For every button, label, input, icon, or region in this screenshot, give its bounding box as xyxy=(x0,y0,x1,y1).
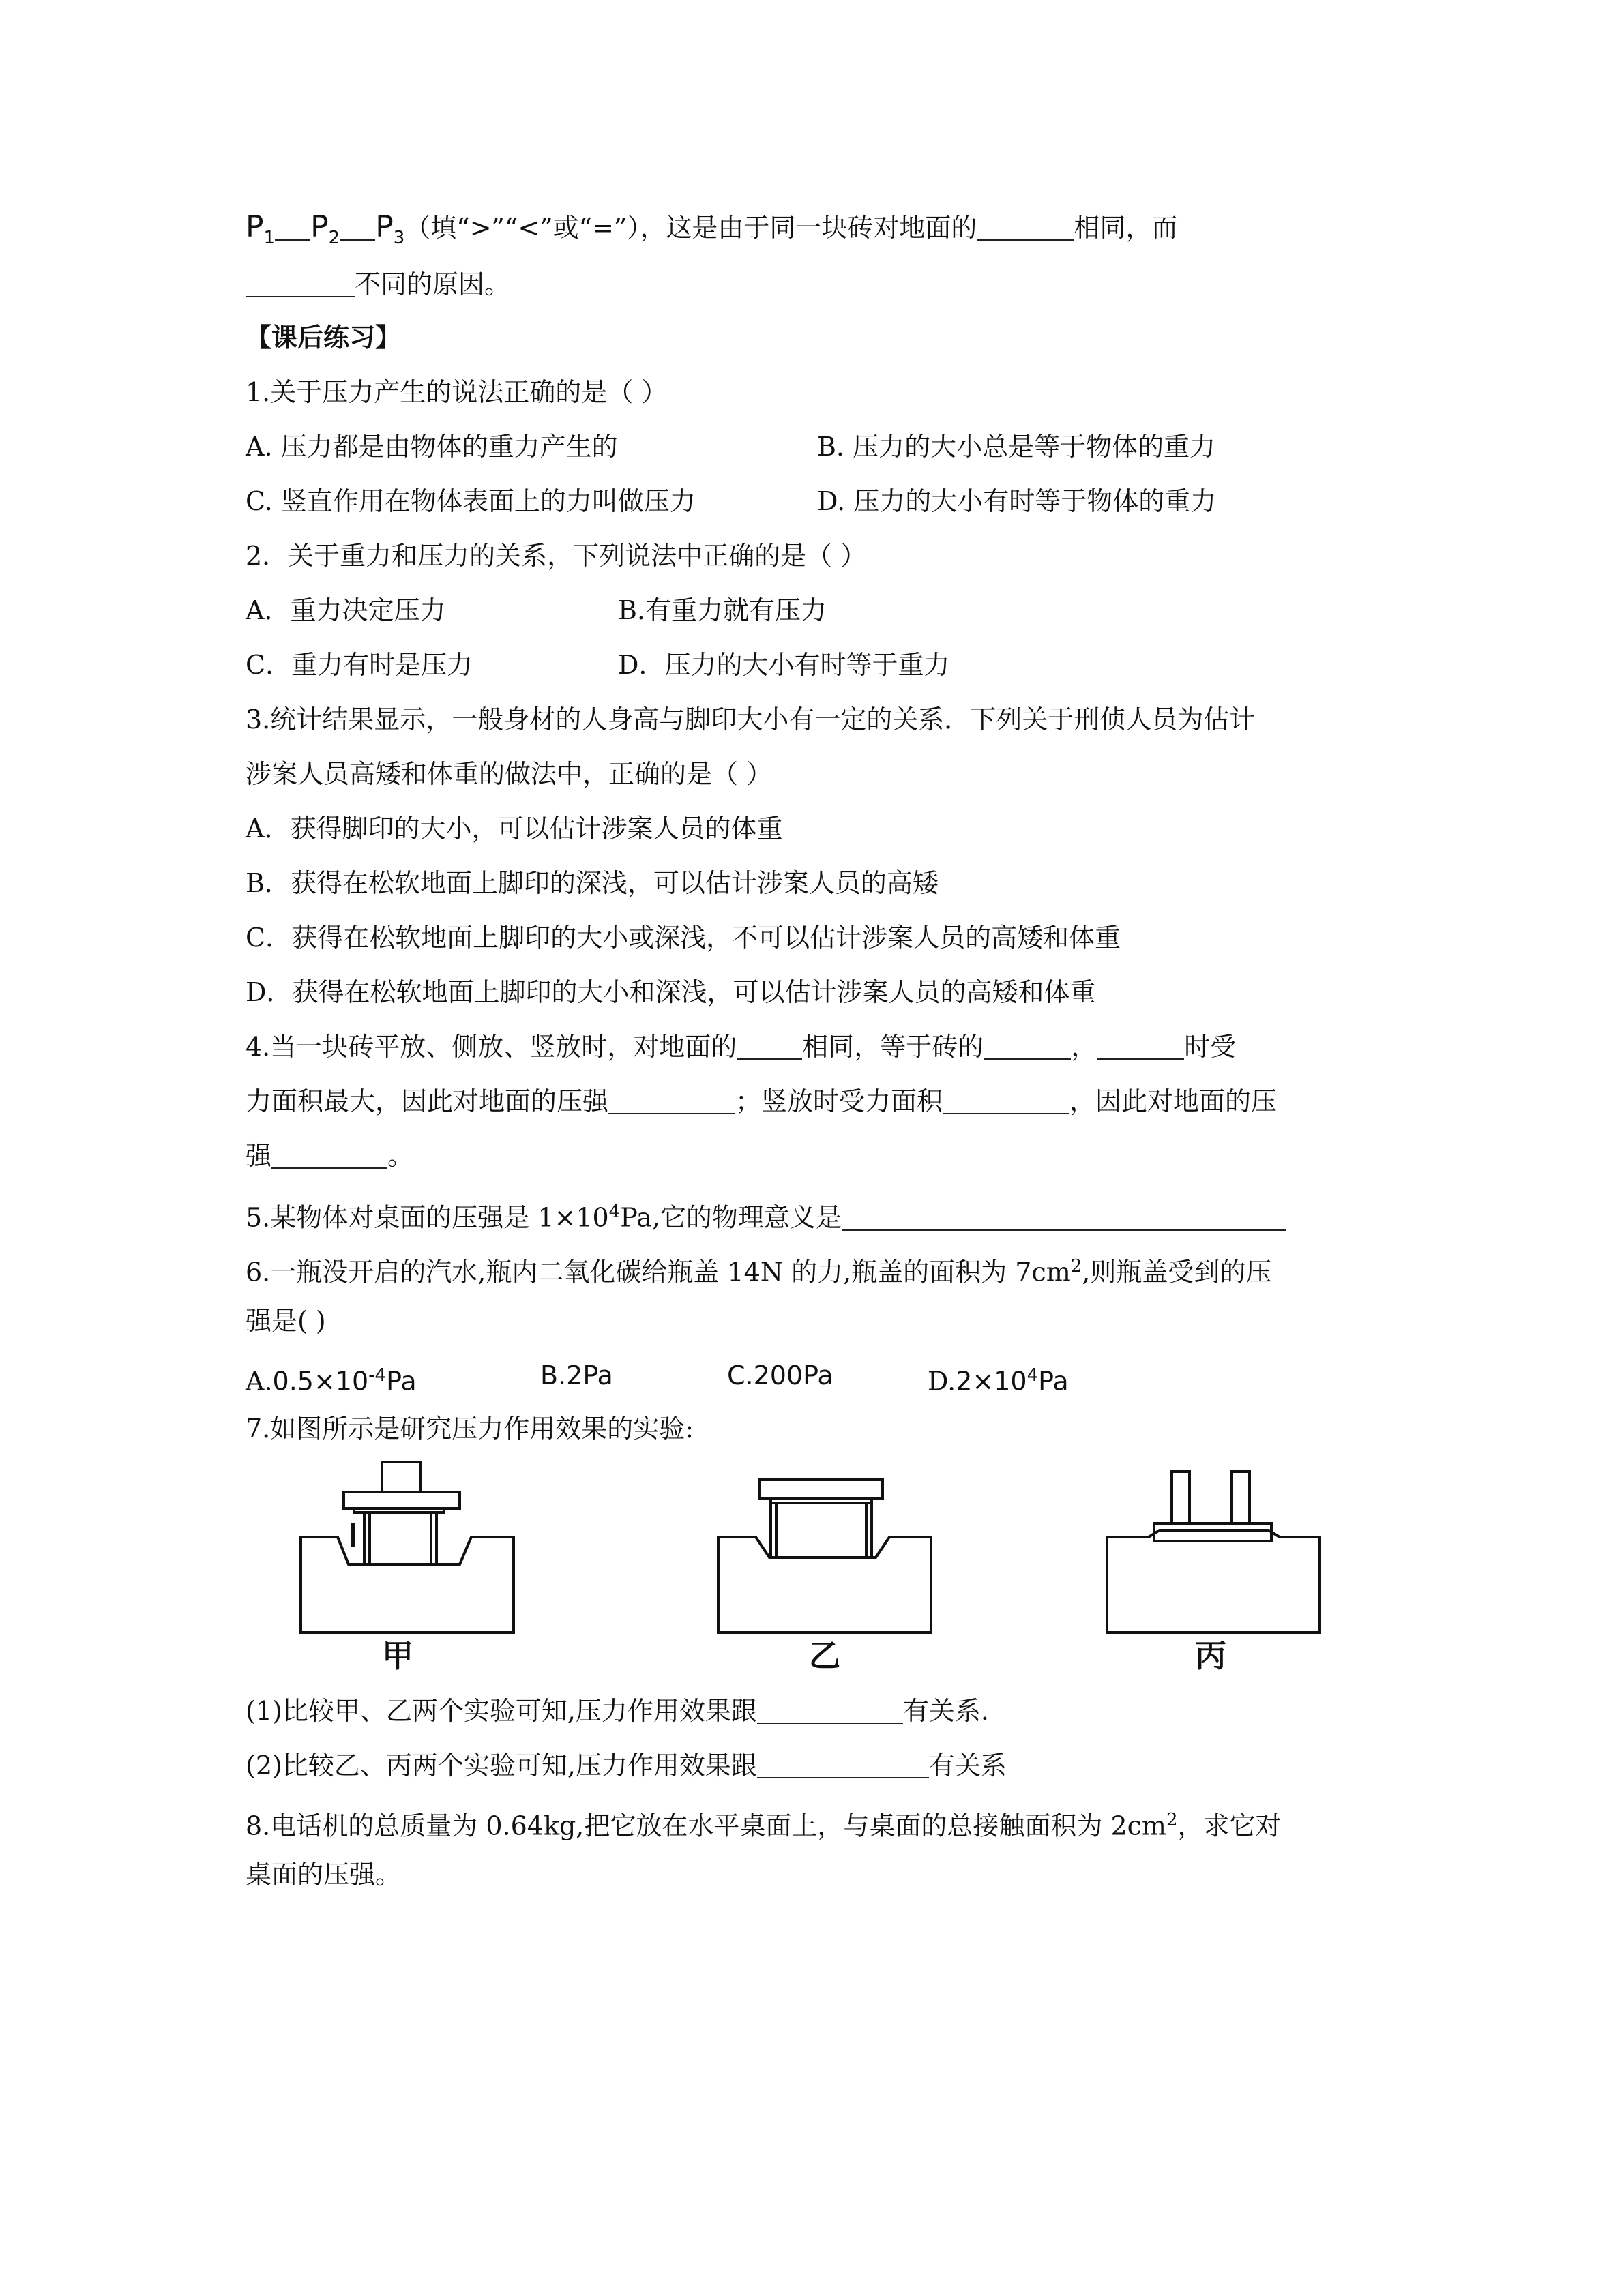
blank xyxy=(246,269,355,297)
blank xyxy=(977,212,1074,241)
text: 8.电话机的总质量为 0.64kg,把它放在水平桌面上，与桌面的总接触面积为 2cm xyxy=(246,1810,1166,1841)
q6-option-d xyxy=(928,1357,1069,1400)
text: 4.当一块砖平放、侧放、竖放时，对地面的 xyxy=(246,1032,737,1062)
blank xyxy=(757,1750,929,1778)
p1-symbol: $P_1$ xyxy=(246,209,276,248)
q4-line-2 xyxy=(246,1083,1277,1120)
sponge-block xyxy=(718,1537,931,1632)
blank xyxy=(608,1086,735,1114)
q3-stem-line-2: 涉案人员高矮和体重的做法中，正确的是（ ） xyxy=(246,759,773,789)
text: （填“>”“<”或“=”），这是由于同一块砖对地面的 xyxy=(404,213,977,243)
q6-option-a xyxy=(246,1357,417,1400)
exponent: -4 xyxy=(368,1365,387,1386)
q6-option-b: B.2Pa xyxy=(540,1360,613,1390)
q7-stem: 7.如图所示是研究压力作用效果的实验: xyxy=(246,1414,694,1444)
blank xyxy=(340,212,375,241)
exponent: 4 xyxy=(608,1202,621,1222)
q2-option-a: A．重力决定压力 xyxy=(246,595,446,625)
text: 相同，而 xyxy=(1074,213,1178,243)
table-apron xyxy=(354,1508,444,1512)
text: (2)比较乙、丙两个实验可知,压力作用效果跟 xyxy=(246,1750,757,1780)
text: 有关系. xyxy=(902,1696,990,1726)
text: 强 xyxy=(246,1141,272,1171)
blank xyxy=(1097,1031,1184,1060)
table-top xyxy=(1154,1523,1271,1541)
table-leg-left xyxy=(1172,1472,1190,1523)
table-apron xyxy=(771,1499,872,1503)
table-leg-right xyxy=(866,1503,872,1556)
q2-stem: 2．关于重力和压力的关系，下列说法中正确的是（ ） xyxy=(246,541,867,571)
text: 6.一瓶没开启的汽水,瓶内二氧化碳给瓶盖 14N 的力,瓶盖的面积为 7cm xyxy=(246,1257,1071,1287)
blank xyxy=(271,1140,387,1169)
blank xyxy=(737,1031,802,1060)
exponent: 4 xyxy=(1027,1365,1039,1386)
figure-yi-label: 乙 xyxy=(809,1637,840,1674)
text: A. xyxy=(246,1366,273,1397)
pressure-comparison-line-2 xyxy=(246,266,510,303)
q1-option-a: A. 压力都是由物体的重力产生的 xyxy=(246,432,618,462)
text: ，求它对 xyxy=(1177,1810,1282,1841)
figure-jia-label: 甲 xyxy=(382,1637,413,1674)
text: 2×10 xyxy=(956,1366,1027,1397)
table-top xyxy=(344,1492,460,1508)
exponent: 2 xyxy=(1070,1256,1082,1277)
text: 相同，等于砖的 xyxy=(802,1032,984,1062)
text: 时受 xyxy=(1184,1032,1237,1062)
figure-jia-diagram xyxy=(297,1458,522,1635)
q8-stem-line-1 xyxy=(246,1802,1282,1845)
blank xyxy=(984,1031,1071,1060)
pressure-comparison-line xyxy=(246,209,1177,256)
q1-option-b: B. 压力的大小总是等于物体的重力 xyxy=(817,432,1216,462)
table-leg-right xyxy=(1232,1472,1250,1523)
text: 5.某物体对桌面的压强是 1×10 xyxy=(246,1202,609,1233)
q3-option-b: B．获得在松软地面上脚印的深浅，可以估计涉案人员的高矮 xyxy=(246,868,939,898)
q7-sub-2 xyxy=(246,1747,1007,1784)
table-leg-left xyxy=(364,1512,370,1563)
q2-option-b: B.有重力就有压力 xyxy=(618,595,827,625)
q4-line-3 xyxy=(246,1137,413,1174)
q3-stem-line-1: 3.统计结果显示，一般身材的人身高与脚印大小有一定的关系．下列关于刑侦人员为估计 xyxy=(246,704,1256,734)
text: ,则瓶盖受到的压 xyxy=(1082,1257,1272,1287)
figure-bing-label: 丙 xyxy=(1195,1637,1226,1674)
q2-option-c: C．重力有时是压力 xyxy=(246,650,473,680)
text: Pa xyxy=(386,1366,417,1397)
sponge-block xyxy=(1107,1530,1320,1632)
q1-option-c: C. 竖直作用在物体表面上的力叫做压力 xyxy=(246,486,696,516)
q3-option-d: D．获得在松软地面上脚印的大小和深浅，可以估计涉案人员的高矮和体重 xyxy=(246,977,1096,1007)
table-top xyxy=(760,1480,883,1499)
text: D. xyxy=(928,1366,956,1397)
text: 力面积最大，因此对地面的压强 xyxy=(246,1086,609,1116)
sponge-block xyxy=(301,1537,514,1632)
text: 。 xyxy=(387,1141,414,1171)
top-weight xyxy=(382,1462,420,1492)
q3-option-a: A．获得脚印的大小，可以估计涉案人员的体重 xyxy=(246,814,783,844)
q8-stem-line-2: 桌面的压强。 xyxy=(246,1860,402,1890)
q5-line xyxy=(246,1193,1286,1236)
text: 0.5×10 xyxy=(272,1366,369,1397)
text: 有关系 xyxy=(928,1750,1007,1780)
q1-stem: 1.关于压力产生的说法正确的是（ ） xyxy=(246,377,668,407)
q1-option-d: D. 压力的大小有时等于物体的重力 xyxy=(817,486,1217,516)
figure-bing-diagram xyxy=(1104,1466,1329,1635)
p2-symbol: $P_2$ xyxy=(310,209,340,248)
blank xyxy=(757,1695,903,1724)
q6-option-c: C.200Pa xyxy=(727,1360,833,1390)
text: (1)比较甲、乙两个实验可知,压力作用效果跟 xyxy=(246,1696,757,1726)
q3-option-c: C．获得在松软地面上脚印的大小或深浅，不可以估计涉案人员的高矮和体重 xyxy=(246,923,1121,953)
text: ；竖放时受力面积 xyxy=(735,1086,943,1116)
blank xyxy=(943,1086,1069,1114)
exponent: 2 xyxy=(1166,1810,1178,1830)
q7-sub-1 xyxy=(246,1693,989,1729)
p3-symbol: $P_3$ xyxy=(375,209,405,248)
q2-option-d: D．压力的大小有时等于重力 xyxy=(618,650,950,680)
text: ，因此对地面的压 xyxy=(1069,1086,1278,1116)
q4-line-1 xyxy=(246,1028,1236,1065)
table-leg-left xyxy=(771,1503,776,1556)
text: Pa xyxy=(1038,1366,1069,1397)
section-title: 【课后练习】 xyxy=(246,322,402,353)
q6-stem-line-1 xyxy=(246,1248,1271,1291)
blank xyxy=(842,1202,1286,1231)
text: ， xyxy=(1071,1032,1097,1062)
q6-stem-line-2: 强是( ) xyxy=(246,1306,326,1336)
text: 不同的原因。 xyxy=(355,269,511,299)
table-leg-right xyxy=(431,1512,437,1563)
blank xyxy=(275,212,310,241)
text: Pa,它的物理意义是 xyxy=(620,1202,842,1233)
figure-yi-diagram xyxy=(715,1474,940,1635)
